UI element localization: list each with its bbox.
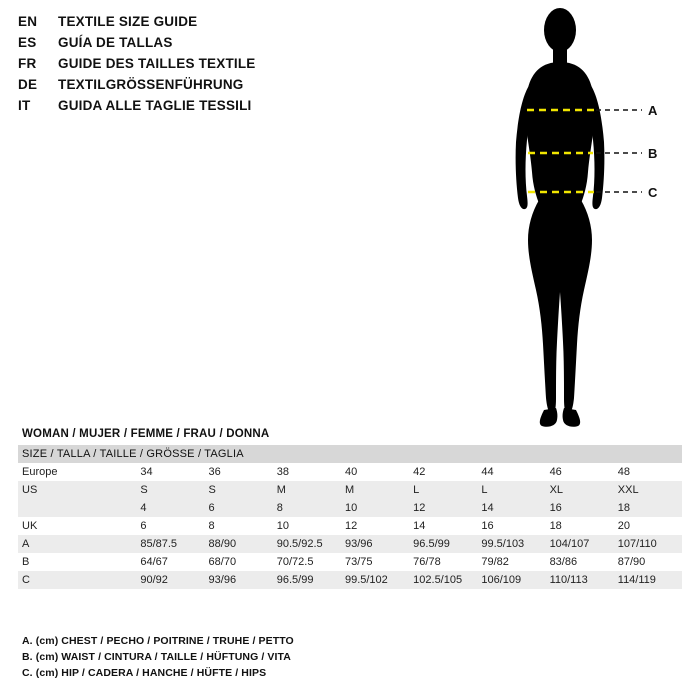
cell-europe-6: 46 xyxy=(549,466,562,478)
cell-a-1: 88/90 xyxy=(208,538,237,550)
table-row xyxy=(18,535,682,553)
row-label-c: C xyxy=(22,574,30,586)
cell-us-1: S xyxy=(208,484,216,496)
title-row-es xyxy=(18,35,348,54)
cell-europe-4: 42 xyxy=(413,466,426,478)
measurement-label-a: A xyxy=(648,103,658,118)
row-label-a: A xyxy=(22,538,30,550)
title-text-en: TEXTILE SIZE GUIDE xyxy=(58,14,198,29)
size-header-cell: SIZE / TALLA / TAILLE / GRÖSSE / TAGLIA xyxy=(22,448,244,460)
title-block xyxy=(18,14,348,119)
cell-a-0: 85/87.5 xyxy=(140,538,178,550)
table-row xyxy=(18,499,682,517)
footnote-c: C. (cm) HIP / CADERA / HANCHE / HÜFTE / HIPS xyxy=(22,667,267,679)
row-label-b: B xyxy=(22,556,30,568)
cell-a-3: 93/96 xyxy=(344,538,373,550)
cell-usnum-3: 10 xyxy=(344,502,358,514)
cell-c-4: 102.5/105 xyxy=(413,574,463,586)
cell-c-7: 114/119 xyxy=(617,574,656,586)
title-row-it xyxy=(18,98,348,117)
cell-uk-5: 16 xyxy=(481,520,494,532)
cell-uk-0: 6 xyxy=(140,520,147,532)
cell-c-2: 96.5/99 xyxy=(276,574,314,586)
table-group-header: WOMAN / MUJER / FEMME / FRAU / DONNA xyxy=(22,428,270,440)
title-row-en xyxy=(18,14,348,33)
cell-us-0: S xyxy=(140,484,148,496)
table-row xyxy=(18,481,682,499)
language-code-fr: FR xyxy=(18,56,37,71)
cell-uk-3: 12 xyxy=(344,520,358,532)
cell-b-6: 83/86 xyxy=(549,556,578,568)
cell-usnum-1: 6 xyxy=(208,502,215,514)
cell-c-0: 90/92 xyxy=(140,574,168,586)
cell-c-3: 99.5/102 xyxy=(344,574,388,586)
cell-us-7: XXL xyxy=(617,484,639,496)
cell-a-2: 90.5/92.5 xyxy=(276,538,323,550)
cell-europe-1: 36 xyxy=(208,466,221,478)
cell-us-2: M xyxy=(276,484,286,496)
table-row xyxy=(18,463,682,481)
cell-us-5: L xyxy=(481,484,488,496)
cell-b-4: 76/78 xyxy=(413,556,441,568)
cell-a-5: 99.5/103 xyxy=(481,538,525,550)
cell-usnum-4: 12 xyxy=(413,502,426,514)
cell-uk-7: 20 xyxy=(617,520,631,532)
row-label-us: US xyxy=(22,484,38,496)
cell-c-5: 106/109 xyxy=(481,574,522,586)
row-label-uk: UK xyxy=(22,520,38,532)
title-text-es: GUÍA DE TALLAS xyxy=(58,35,173,50)
cell-europe-0: 34 xyxy=(140,466,153,478)
cell-a-6: 104/107 xyxy=(549,538,590,550)
cell-us-6: XL xyxy=(549,484,564,496)
footnote-a: A. (cm) CHEST / PECHO / POITRINE / TRUHE / PETTO xyxy=(22,635,294,647)
cell-europe-5: 44 xyxy=(481,466,494,478)
title-text-de: TEXTILGRÖSSENFÜHRUNG xyxy=(58,77,244,92)
figure-panel xyxy=(470,0,700,440)
language-code-es: ES xyxy=(18,35,37,50)
table-row xyxy=(18,571,682,589)
cell-us-4: L xyxy=(413,484,420,496)
cell-usnum-0: 4 xyxy=(140,502,147,514)
title-row-de xyxy=(18,77,348,96)
table-header-row xyxy=(18,445,682,463)
cell-uk-4: 14 xyxy=(413,520,426,532)
measurement-label-c: C xyxy=(648,185,658,200)
cell-usnum-6: 16 xyxy=(549,502,562,514)
cell-b-7: 87/90 xyxy=(617,556,646,568)
table-row xyxy=(18,553,682,571)
cell-a-7: 107/110 xyxy=(617,538,657,550)
measurement-label-b: B xyxy=(648,146,658,161)
size-table xyxy=(18,445,682,589)
cell-uk-6: 18 xyxy=(549,520,562,532)
size-table-section xyxy=(18,428,682,589)
cell-europe-7: 48 xyxy=(617,466,631,478)
language-code-de: DE xyxy=(18,77,38,92)
row-label-europe: Europe xyxy=(22,466,58,478)
cell-b-0: 64/67 xyxy=(140,556,168,568)
cell-a-4: 96.5/99 xyxy=(413,538,450,550)
cell-c-1: 93/96 xyxy=(208,574,237,586)
cell-c-6: 110/113 xyxy=(549,574,588,586)
cell-usnum-2: 8 xyxy=(276,502,283,514)
cell-europe-3: 40 xyxy=(344,466,358,478)
cell-b-2: 70/72.5 xyxy=(276,556,314,568)
cell-usnum-7: 18 xyxy=(617,502,631,514)
footnotes xyxy=(18,635,682,683)
cell-usnum-5: 14 xyxy=(481,502,494,514)
language-code-it: IT xyxy=(18,98,31,113)
cell-uk-1: 8 xyxy=(208,520,215,532)
cell-uk-2: 10 xyxy=(276,520,289,532)
language-code-en: EN xyxy=(18,14,38,29)
female-silhouette-icon xyxy=(470,0,700,440)
title-text-fr: GUIDE DES TAILLES TEXTILE xyxy=(58,56,256,71)
cell-b-5: 79/82 xyxy=(481,556,509,568)
cell-europe-2: 38 xyxy=(276,466,289,478)
row-label-us-numeric xyxy=(18,499,136,517)
table-row xyxy=(18,517,682,535)
title-text-it: GUIDA ALLE TAGLIE TESSILI xyxy=(58,98,252,113)
footnote-b: B. (cm) WAIST / CINTURA / TAILLE / HÜFTUNG / VITA xyxy=(22,651,291,663)
cell-b-3: 73/75 xyxy=(344,556,373,568)
cell-b-1: 68/70 xyxy=(208,556,237,568)
title-row-fr xyxy=(18,56,348,75)
cell-us-3: M xyxy=(344,484,355,496)
